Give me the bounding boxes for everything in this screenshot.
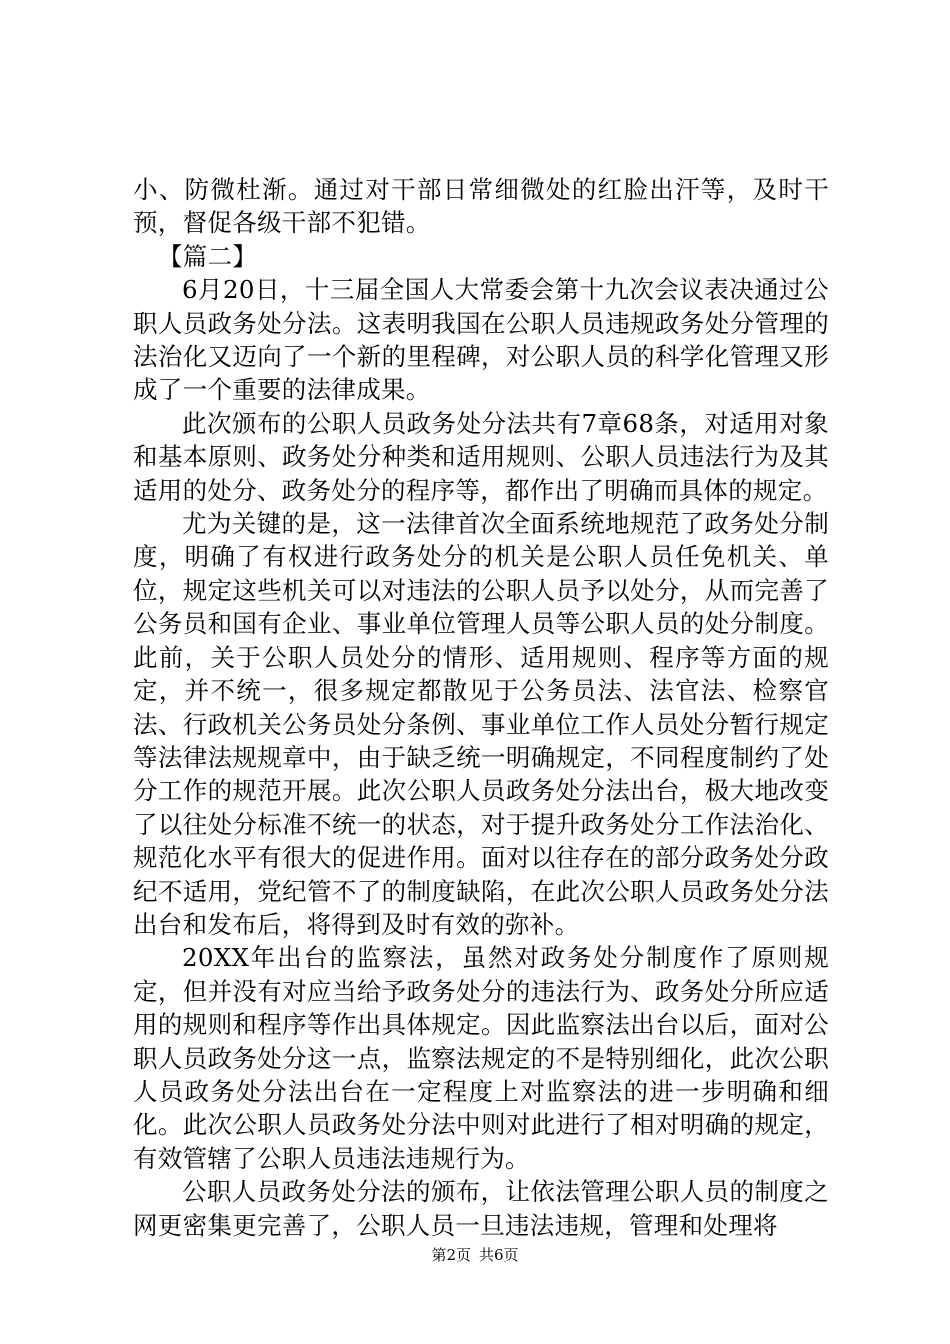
page-number: 第2页 xyxy=(431,1246,471,1264)
page-total: 共6页 xyxy=(479,1246,519,1264)
section-heading: 【篇二】 xyxy=(158,241,258,271)
paragraph: 此次颁布的公职人员政务处分法共有7章68条，对适用对象和基本原则、政务处分种类和适用规则、公职人员违法行为及其适用的处分、政务处分的程序等，都作出了明确而具体的规定。 xyxy=(133,408,829,505)
paragraph: 公职人员政务处分法的颁布，让依法管理公职人员的制度之网更密集更完善了，公职人员一旦违法违规，管理和处理将 xyxy=(133,1177,829,1240)
document-body xyxy=(133,173,829,1242)
page-footer xyxy=(0,1245,950,1265)
paragraph: 尤为关键的是，这一法律首次全面系统地规范了政务处分制度，明确了有权进行政务处分的机关是公职人员任免机关、单位，规定这些机关可以对违法的公职人员予以处分，从而完善了公务员和国有企业、事业单位管理人员等公职人员的处分制度。此前，关于公职人员处分的情形、适用规则、程序等方面的规定，并不统一，很多规定都散见于公务员法、法官法、检察官法、行政机关公务员处分条例、事业单位工作人员处分暂行规定等法律法规规章中，由于缺乏统一明确规定，不同程度制约了处分工作的规范开展。此次公职人员政务处分法出台，极大地改变了以往处分标准不统一的状态，对于提升政务处分工作法治化、规范化水平有很大的促进作用。面对以往存在的部分政务处分政纪不适用，党纪管不了的制度缺陷，在此次公职人员政务处分法出台和发布后，将得到及时有效的弥补。 xyxy=(133,509,829,939)
paragraph: 6月20日，十三届全国人大常委会第十九次会议表决通过公职人员政务处分法。这表明我国在公职人员违规政务处分管理的法治化又迈向了一个新的里程碑，对公职人员的科学化管理又形成了一个重要的法律成果。 xyxy=(133,275,829,405)
paragraph-continuation: 小、防微杜渐。通过对干部日常细微处的红脸出汗等，及时干预，督促各级干部不犯错。 xyxy=(133,175,829,238)
paragraph: 20XX年出台的监察法，虽然对政务处分制度作了原则规定，但并没有对应当给予政务处分的违法行为、政务处分所应适用的规则和程序等作出具体规定。因此监察法出台以后，面对公职人员政务处分这一点，监察法规定的不是特别细化，此次公职人员政务处分法出台在一定程度上对监察法的进一步明确和细化。此次公职人员政务处分法中则对此进行了相对明确的规定，有效管辖了公职人员违法违规行为。 xyxy=(133,943,829,1173)
